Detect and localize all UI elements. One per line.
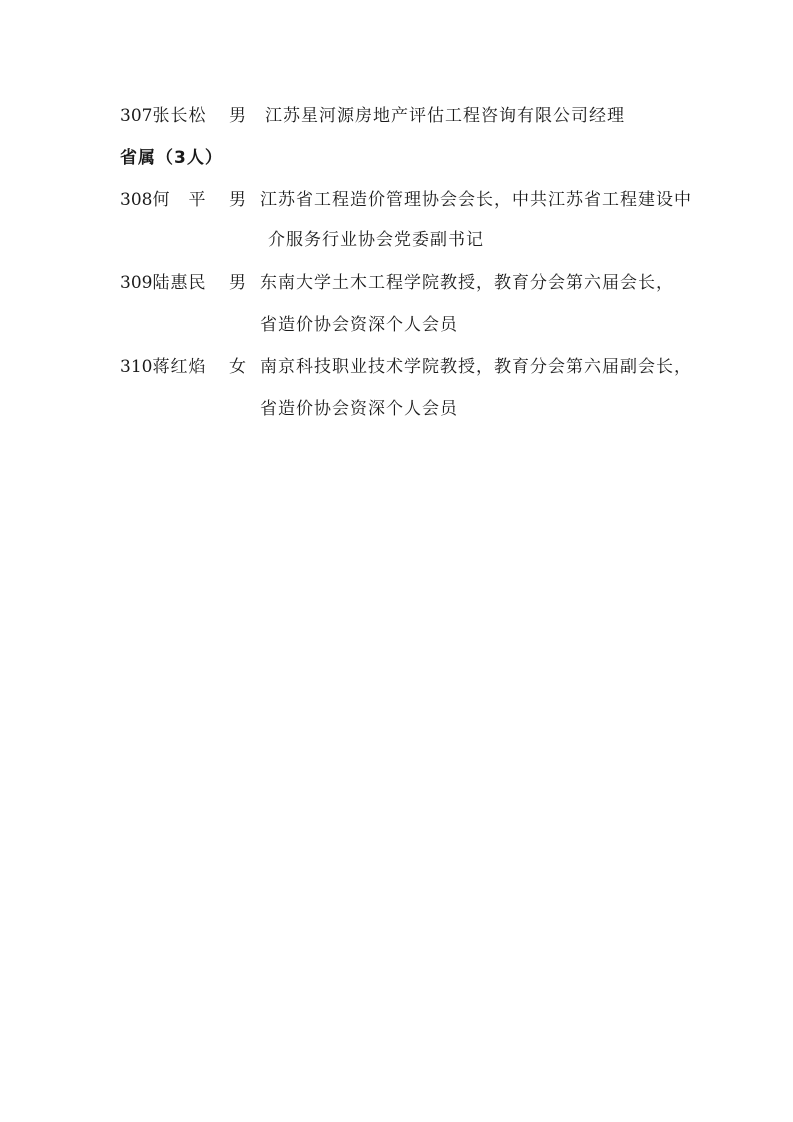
entry-description-line: 江苏星河源房地产评估工程咨询有限公司经理 xyxy=(265,106,625,126)
entry-number: 308 xyxy=(120,190,153,210)
section-heading: 省属（3人） xyxy=(120,148,223,168)
entry-number: 309 xyxy=(120,273,153,293)
entry-308 xyxy=(120,188,206,212)
entry-gender: 男 xyxy=(229,190,247,210)
entry-name: 何 平 xyxy=(152,190,207,210)
entry-number: 310 xyxy=(120,357,153,377)
entry-name: 蒋红焰 xyxy=(152,357,207,377)
entry-307 xyxy=(120,104,206,128)
entry-description-line: 省造价协会资深个人会员 xyxy=(260,315,458,335)
entry-310 xyxy=(120,355,206,379)
entry-309 xyxy=(120,271,206,295)
entry-name: 陆惠民 xyxy=(152,273,207,293)
entry-description-line: 江苏省工程造价管理协会会长，中共江苏省工程建设中 xyxy=(260,190,692,210)
entry-number: 307 xyxy=(120,106,153,126)
entry-description-line: 省造价协会资深个人会员 xyxy=(260,399,458,419)
entry-gender: 男 xyxy=(229,106,247,126)
entry-description-line: 介服务行业协会党委副书记 xyxy=(268,230,484,250)
entry-name: 张长松 xyxy=(152,106,207,126)
entry-description-line: 南京科技职业技术学院教授，教育分会第六届副会长， xyxy=(260,357,692,377)
entry-gender: 男 xyxy=(229,273,247,293)
entry-gender: 女 xyxy=(229,357,247,377)
entry-description-line: 东南大学土木工程学院教授，教育分会第六届会长， xyxy=(260,273,674,293)
